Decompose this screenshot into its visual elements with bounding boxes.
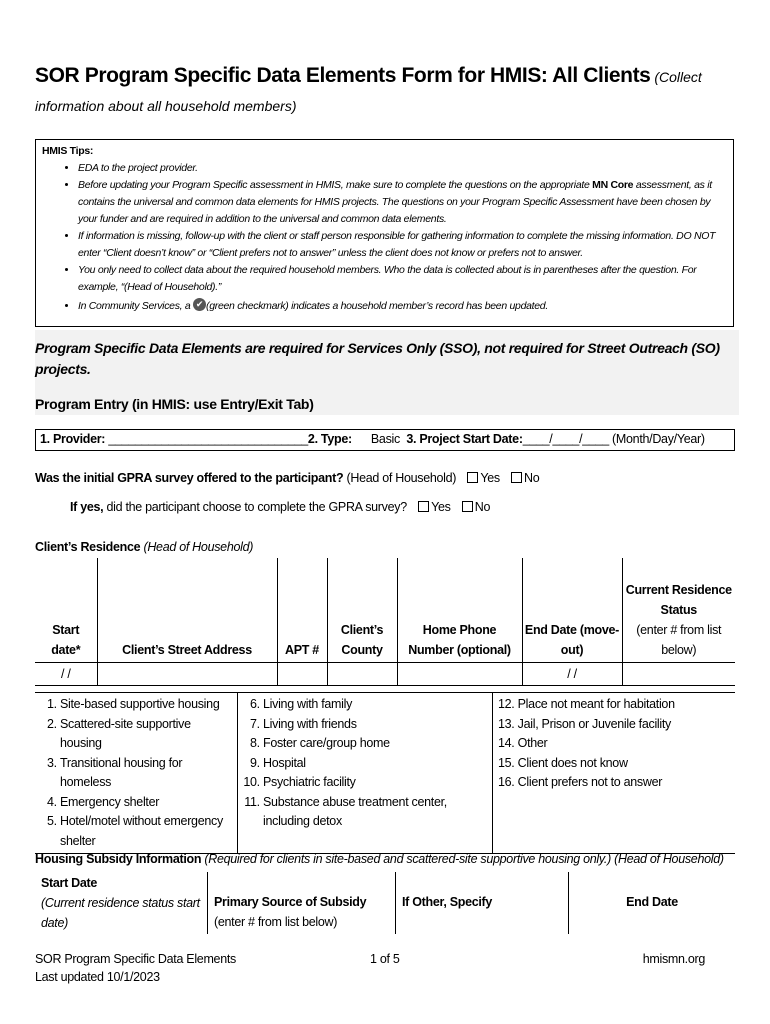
subsidy-heading	[35, 852, 724, 866]
options-column	[493, 693, 736, 854]
tip-text: (green checkmark) indicates a household member’s record has been updated.	[206, 300, 548, 312]
tip-text: Before updating your Program Specific assessment in HMIS, make sure to complete the questions on the appropriate	[78, 179, 593, 191]
date-format: (Month/Day/Year)	[612, 432, 705, 446]
col-apt: APT #	[277, 558, 327, 662]
gpra-q2-text: did the participant choose to complete the GPRA survey?	[103, 500, 407, 514]
subsidy-source-header	[208, 872, 396, 934]
form-title: SOR Program Specific Data Elements Form for HMIS: All Clients	[35, 64, 651, 87]
subsidy-table	[35, 872, 735, 934]
option-item: 10. Psychiatric facility	[263, 773, 489, 793]
tip-item: • You only need to collect data about the required household members. Who the data is collected about is in parentheses after the question. For example, “(Head of Household).”	[78, 262, 728, 296]
col-county: Client’s County	[327, 558, 397, 662]
gpra-q2-label: If yes,	[70, 500, 104, 514]
subsidy-heading-label: Housing Subsidy Information	[35, 852, 202, 866]
tip-bold: MN Core	[592, 179, 634, 191]
option-item: 8. Foster care/group home	[263, 734, 489, 754]
subsidy-start-label: Start Date	[41, 876, 98, 890]
footer-updated: Last updated 10/1/2023	[35, 970, 160, 984]
hmis-tips-box	[35, 139, 734, 327]
option-item: 12. Place not meant for habitation	[498, 697, 675, 711]
option-item: 11. Substance abuse treatment center, including detox	[263, 793, 489, 832]
type-value: Basic	[370, 432, 400, 446]
gpra-q1-note: (Head of Household)	[343, 471, 457, 485]
subsidy-start-note: (Current residence status start date)	[41, 896, 200, 930]
option-item: 9. Hospital	[263, 754, 489, 774]
option-item: 4. Emergency shelter	[60, 793, 234, 813]
residence-heading-note: (Head of Household)	[140, 540, 254, 554]
options-column	[35, 693, 238, 854]
no-label: No	[474, 500, 491, 514]
option-item: 7. Living with friends	[263, 715, 489, 735]
subsidy-end-date-header	[569, 872, 736, 934]
provider-row	[35, 429, 735, 451]
footer-doc-name: SOR Program Specific Data Elements	[35, 952, 236, 966]
no-label: No	[524, 471, 540, 485]
subsidy-other-header	[396, 872, 569, 934]
status-cell[interactable]	[622, 662, 735, 685]
options-column	[238, 693, 493, 854]
page-title	[35, 62, 745, 121]
form-subtitle: (Collect information about all household members)	[35, 69, 702, 114]
option-item: 13. Jail, Prison or Juvenile facility	[498, 716, 672, 731]
status-note: (enter # from list below)	[636, 622, 722, 657]
footer-page-number: 1 of 5	[370, 952, 400, 966]
residence-heading-label: Client’s Residence	[35, 540, 141, 554]
no-checkbox[interactable]	[462, 501, 473, 512]
tip-text: In Community Services, a	[78, 300, 194, 312]
required-note: Program Specific Data Elements are required for Services Only (SSO), not required for Street Outreach (SO) projects.	[35, 340, 720, 377]
footer-site: hmismn.org	[642, 952, 705, 966]
subsidy-source-label: Primary Source of Subsidy	[214, 895, 367, 909]
green-checkmark-icon: ✔	[193, 298, 206, 311]
subsidy-end-label: End Date	[626, 895, 678, 909]
option-item: 2. Scattered-site supportive housing	[60, 715, 234, 754]
residence-status-options	[35, 692, 735, 854]
subsidy-source-note: (enter # from list below)	[214, 915, 338, 929]
yes-label: Yes	[431, 500, 451, 514]
col-start-date: Start date*	[35, 558, 97, 662]
phone-cell[interactable]	[397, 662, 522, 685]
subsidy-start-date-header	[35, 872, 208, 934]
type-label: 2. Type:	[307, 432, 352, 446]
start-date-label: 3. Project Start Date:	[406, 432, 523, 446]
tip-item: • EDA to the project provider.	[78, 160, 728, 177]
start-date-cell[interactable]: / /	[35, 662, 97, 685]
subsidy-other-label: If Other, Specify	[402, 895, 493, 909]
tip-text: assessment, as it contains the universal and common data elements for HMIS projects. The questions on your Program Specific Assessment have been chosen by your funder and are required in addition to the universal and common data elements.	[78, 179, 712, 225]
yes-checkbox[interactable]	[418, 501, 429, 512]
address-cell[interactable]	[97, 662, 277, 685]
status-label: Current Residence Status	[625, 582, 732, 617]
program-entry-heading: Program Entry (in HMIS: use Entry/Exit Tab)	[35, 396, 314, 412]
residence-table	[35, 558, 735, 686]
option-item: 15. Client does not know	[498, 755, 628, 770]
col-street-address: Client’s Street Address	[97, 558, 277, 662]
apt-cell[interactable]	[277, 662, 327, 685]
option-item: 5. Hotel/motel without emergency shelter	[60, 812, 234, 851]
tips-list	[42, 160, 728, 315]
start-date-blank[interactable]: ____/____/____	[522, 432, 609, 446]
yes-label: Yes	[480, 471, 500, 485]
provider-label: 1. Provider:	[40, 432, 109, 446]
subsidy-heading-note: (Required for clients in site-based and scattered-site supportive housing only.) (Head of Household)	[201, 852, 724, 866]
tip-item: • If information is missing, follow-up with the client or staff person responsible for gathering information to complete the missing information. DO NOT enter “Client doesn’t know” or “Client prefers not to answer” unless the client does not know or prefers not to answer.	[78, 228, 728, 262]
gpra-complete-question	[70, 500, 490, 514]
option-item: 16. Client prefers not to answer	[498, 775, 663, 789]
page-footer	[35, 950, 705, 986]
yes-checkbox[interactable]	[467, 472, 478, 483]
end-date-cell[interactable]: / /	[522, 662, 622, 685]
option-item: 3. Transitional housing for homeless	[60, 754, 234, 793]
provider-blank[interactable]: ______________________________	[108, 432, 308, 446]
county-cell[interactable]	[327, 662, 397, 685]
tip-item	[78, 298, 728, 315]
col-end-date: End Date (move-out)	[522, 558, 622, 662]
gpra-offered-question	[35, 471, 539, 485]
option-item: 6. Living with family	[263, 695, 489, 715]
option-item: 1. Site-based supportive housing	[60, 695, 234, 715]
col-residence-status	[622, 558, 735, 662]
option-item: 14. Other	[498, 736, 548, 750]
tip-item	[78, 177, 728, 228]
residence-heading	[35, 540, 253, 554]
col-home-phone: Home Phone Number (optional)	[397, 558, 522, 662]
tips-heading: HMIS Tips:	[42, 145, 94, 157]
no-checkbox[interactable]	[511, 472, 522, 483]
gpra-q1-label: Was the initial GPRA survey offered to the participant?	[35, 471, 344, 485]
